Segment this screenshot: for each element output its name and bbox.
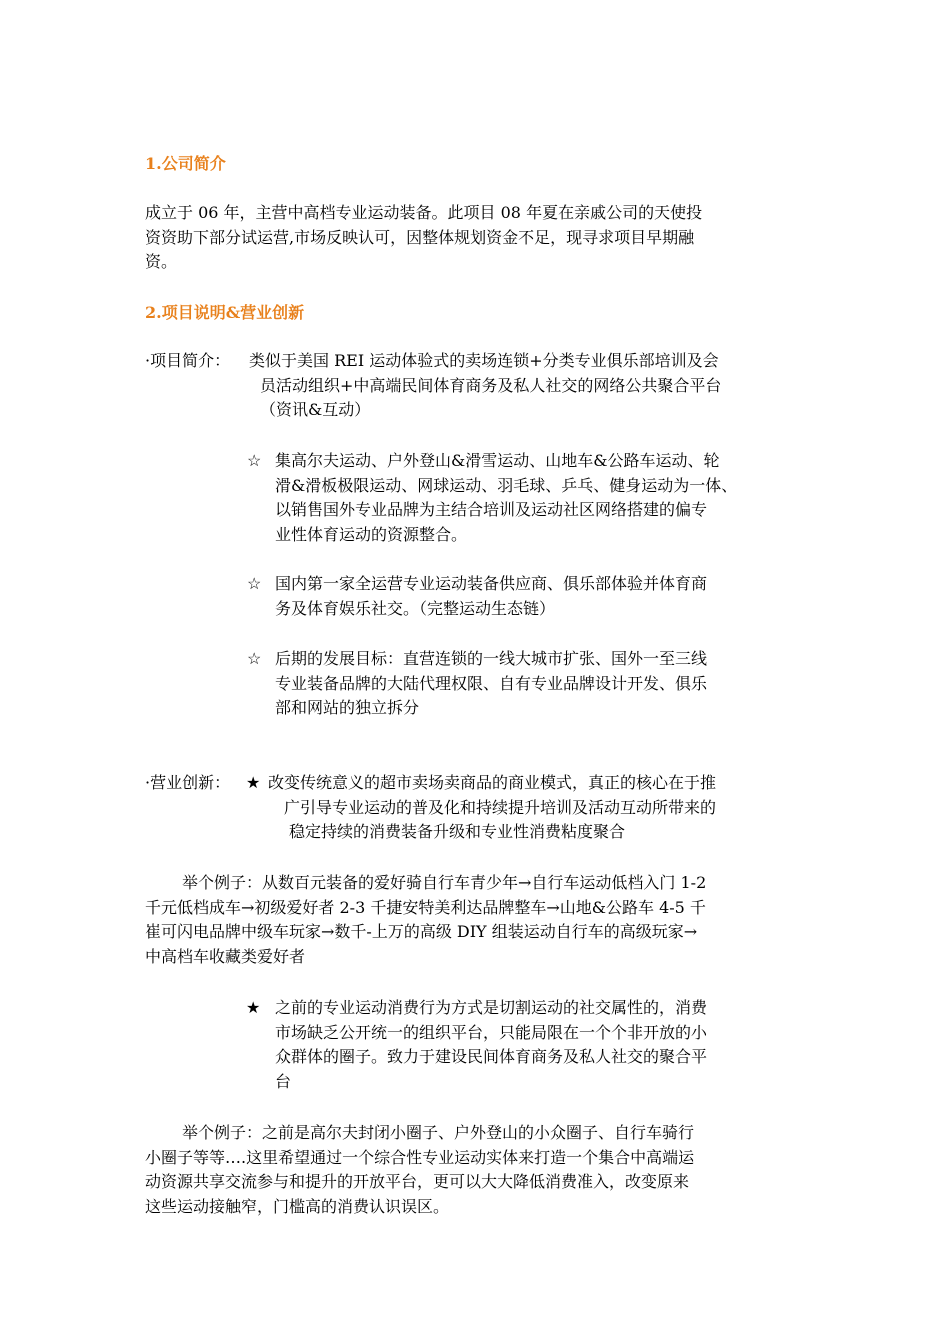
text-line: 改变传统意义的超市卖场卖商品的商业模式，真正的核心在于推 [268,773,717,792]
text-line: 崔可闪电品牌中级车玩家→数千-上万的高级 DIY 组装运动自行车的高级玩家→ [145,922,698,941]
text-line: 专业装备品牌的大陆代理权限、自有专业品牌设计开发、俱乐 [275,673,708,693]
text-line: 业性体育运动的资源整合。 [275,524,468,544]
text-line: 员活动组织+中高端民间体育商务及私人社交的网络公共聚合平台 [260,375,722,395]
project-intro-paragraph [249,349,721,423]
bullet-paragraph [275,572,707,621]
text-line: 众群体的圈子。致力于建设民间体育商务及私人社交的聚合平 [275,1047,708,1066]
text-line: 部和网站的独立拆分 [275,698,420,717]
text-line: 国内第一家全运营专业运动装备供应商、俱乐部体验并体育商 [275,574,708,593]
example-paragraph [145,871,706,969]
star-outline-icon: ☆ [247,451,262,470]
text-line: 举个例子：从数百元装备的爱好骑自行车青少年→自行车运动低档入门 1-2 [182,873,707,892]
star-solid-icon: ★ [246,773,261,792]
text-line: 资。 [145,252,178,271]
innovation-label: ·营业创新： [145,773,231,792]
section-heading-project: 2.项目说明&营业创新 [145,303,305,322]
text-line: 后期的发展目标：直营连锁的一线大城市扩张、国外一至三线 [275,649,708,668]
text-line: 成立于 06 年，主营中高档专业运动装备。此项目 08 年夏在亲戚公司的天使投 [145,203,703,222]
text-line: 台 [275,1071,292,1091]
section-heading-company-intro: 1.公司简介 [145,154,226,173]
company-intro-paragraph [145,201,702,275]
bullet-paragraph [275,647,707,721]
text-line: 之前的专业运动消费行为方式是切割运动的社交属性的，消费 [275,998,708,1017]
text-line: 滑&滑板极限运动、网球运动、羽毛球、乒乓、健身运动为一体、 [275,475,738,495]
star-outline-icon: ☆ [247,574,262,593]
text-line: 集高尔夫运动、户外登山&滑雪运动、山地车&公路车运动、轮 [275,451,720,470]
bullet-paragraph [275,449,737,547]
text-line: 动资源共享交流参与和提升的开放平台，更可以大大降低消费准入，改变原来 [145,1172,690,1191]
text-line: 广引导专业运动的普及化和持续提升培训及活动互动所带来的 [284,797,717,817]
text-line: 举个例子：之前是高尔夫封闭小圈子、户外登山的小众圈子、自行车骑行 [182,1123,695,1142]
text-line: 类似于美国 REI 运动体验式的卖场连锁+分类专业俱乐部培训及会 [249,351,719,370]
text-line: 中高档车收藏类爱好者 [145,946,306,966]
text-line: 务及体育娱乐社交。（完整运动生态链） [275,598,556,618]
text-line: 以销售国外专业品牌为主结合培训及运动社区网络搭建的偏专 [275,500,708,519]
text-line: 稳定持续的消费装备升级和专业性消费粘度聚合 [289,822,626,841]
star-solid-icon: ★ [246,998,261,1017]
text-line: 千元低档成车→初级爱好者 2-3 千捷安特美利达品牌整车→山地&公路车 4-5 千 [145,897,706,917]
text-line: 这些运动接触窄，门槛高的消费认识误区。 [145,1196,450,1216]
text-line: 资资助下部分试运营,市场反映认可，因整体规划资金不足，现寻求项目早期融 [145,227,695,247]
text-line: 市场缺乏公开统一的组织平台，只能局限在一个个非开放的小 [275,1022,708,1042]
innovation-paragraph-2 [275,996,707,1094]
text-line: （资讯&互动） [260,400,371,419]
text-line: 小圈子等等….这里希望通过一个综合性专业运动实体来打造一个集合中高端运 [145,1147,695,1167]
innovation-paragraph [268,771,716,845]
star-outline-icon: ☆ [247,649,262,668]
project-intro-label: ·项目简介： [145,351,231,370]
example-paragraph-2 [145,1121,694,1219]
